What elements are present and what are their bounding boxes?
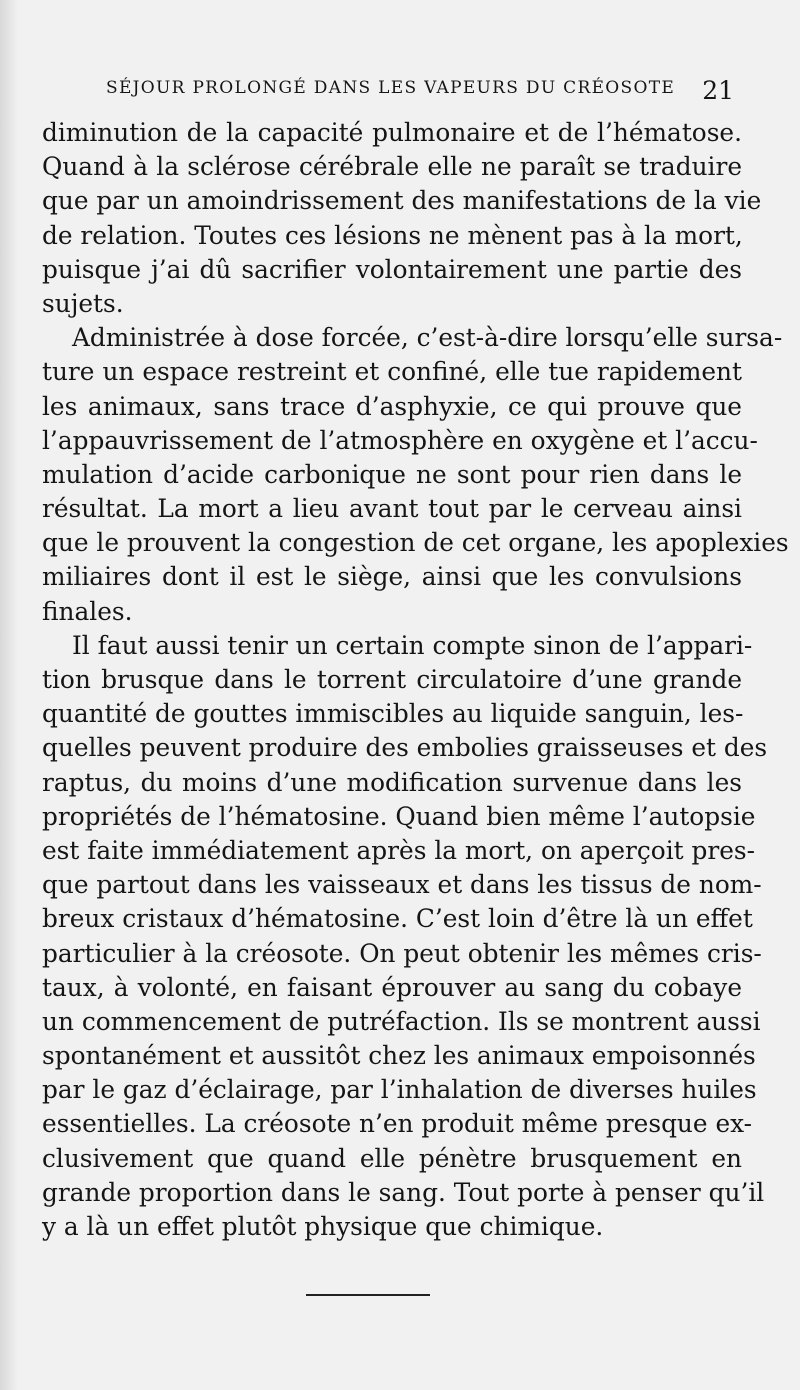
page-gutter-shadow <box>0 0 18 1390</box>
text-line: essentielles. La créosote n’en produit même presque ex- <box>42 1109 753 1139</box>
running-head-title: SÉJOUR PROLONGÉ DANS LES VAPEURS DU CRÉOSOTE <box>106 78 676 98</box>
text-line: par le gaz d’éclairage, par l’inhalation de diverses huiles <box>42 1075 757 1105</box>
text-line: Quand à la sclérose cérébrale elle ne paraît se traduire <box>42 152 742 182</box>
text-line: taux, à volonté, en faisant éprouver au sang du cobaye <box>42 972 742 1002</box>
text-line: sujets. <box>42 288 124 318</box>
running-head <box>94 78 740 110</box>
text-line: diminution de la capacité pulmonaire et de l’hématose. <box>42 118 742 147</box>
text-line: que partout dans les vaisseaux et dans les tissus de nom- <box>42 870 762 900</box>
text-line: particulier à la créosote. On peut obtenir les mêmes cris- <box>42 938 762 968</box>
text-line: miliaires dont il est le siège, ainsi que les convulsions <box>42 562 742 592</box>
text-line: y a là un effet plutôt physique que chimique. <box>42 1212 604 1241</box>
text-line: spontanément et aussitôt chez les animaux empoisonnés <box>42 1041 756 1071</box>
text-line: Administrée à dose forcée, c’est-à-dire lorsqu’elle sursa- <box>72 323 783 353</box>
text-line: quelles peuvent produire des embolies graisseuses et des <box>42 733 768 763</box>
body-text <box>42 116 789 1244</box>
footnote-rule <box>306 1294 430 1296</box>
text-line: les animaux, sans trace d’asphyxie, ce qui prouve que <box>42 391 742 421</box>
text-line: que par un amoindrissement des manifestations de la vie <box>42 186 762 216</box>
text-line: est faite immédiatement après la mort, on aperçoit pres- <box>42 835 756 865</box>
text-line: que le prouvent la congestion de cet organe, les apoplexies <box>42 528 789 558</box>
text-line: l’appauvrissement de l’atmosphère en oxygène et l’accu- <box>42 425 758 455</box>
text-line: Il faut aussi tenir un certain compte sinon de l’appari- <box>72 630 753 660</box>
text-line: quantité de gouttes immiscibles au liquide sanguin, les- <box>42 699 744 729</box>
text-line: un commencement de putréfaction. Ils se montrent aussi <box>42 1006 761 1036</box>
text-line: breux cristaux d’hématosine. C’est loin d’être là un effet <box>42 904 753 934</box>
text-line: finales. <box>42 596 133 626</box>
text-line: raptus, du moins d’une modification survenue dans les <box>42 767 742 797</box>
text-line: de relation. Toutes ces lésions ne mènent pas à la mort, <box>42 220 743 250</box>
text-line: propriétés de l’hématosine. Quand bien même l’autopsie <box>42 801 756 831</box>
text-line: mulation d’acide carbonique ne sont pour rien dans le <box>42 459 742 489</box>
text-line: ture un espace restreint et confiné, elle tue rapidement <box>42 357 742 387</box>
text-line: puisque j’ai dû sacrifier volontairement une partie des <box>42 254 742 284</box>
text-line: tion brusque dans le torrent circulatoire d’une grande <box>42 665 742 694</box>
page-number: 21 <box>702 76 734 105</box>
text-line: clusivement que quand elle pénètre brusquement en <box>42 1143 742 1173</box>
text-line: grande proportion dans le sang. Tout porte à penser qu’il <box>42 1177 765 1207</box>
text-line: résultat. La mort a lieu avant tout par le cerveau ainsi <box>42 494 742 524</box>
